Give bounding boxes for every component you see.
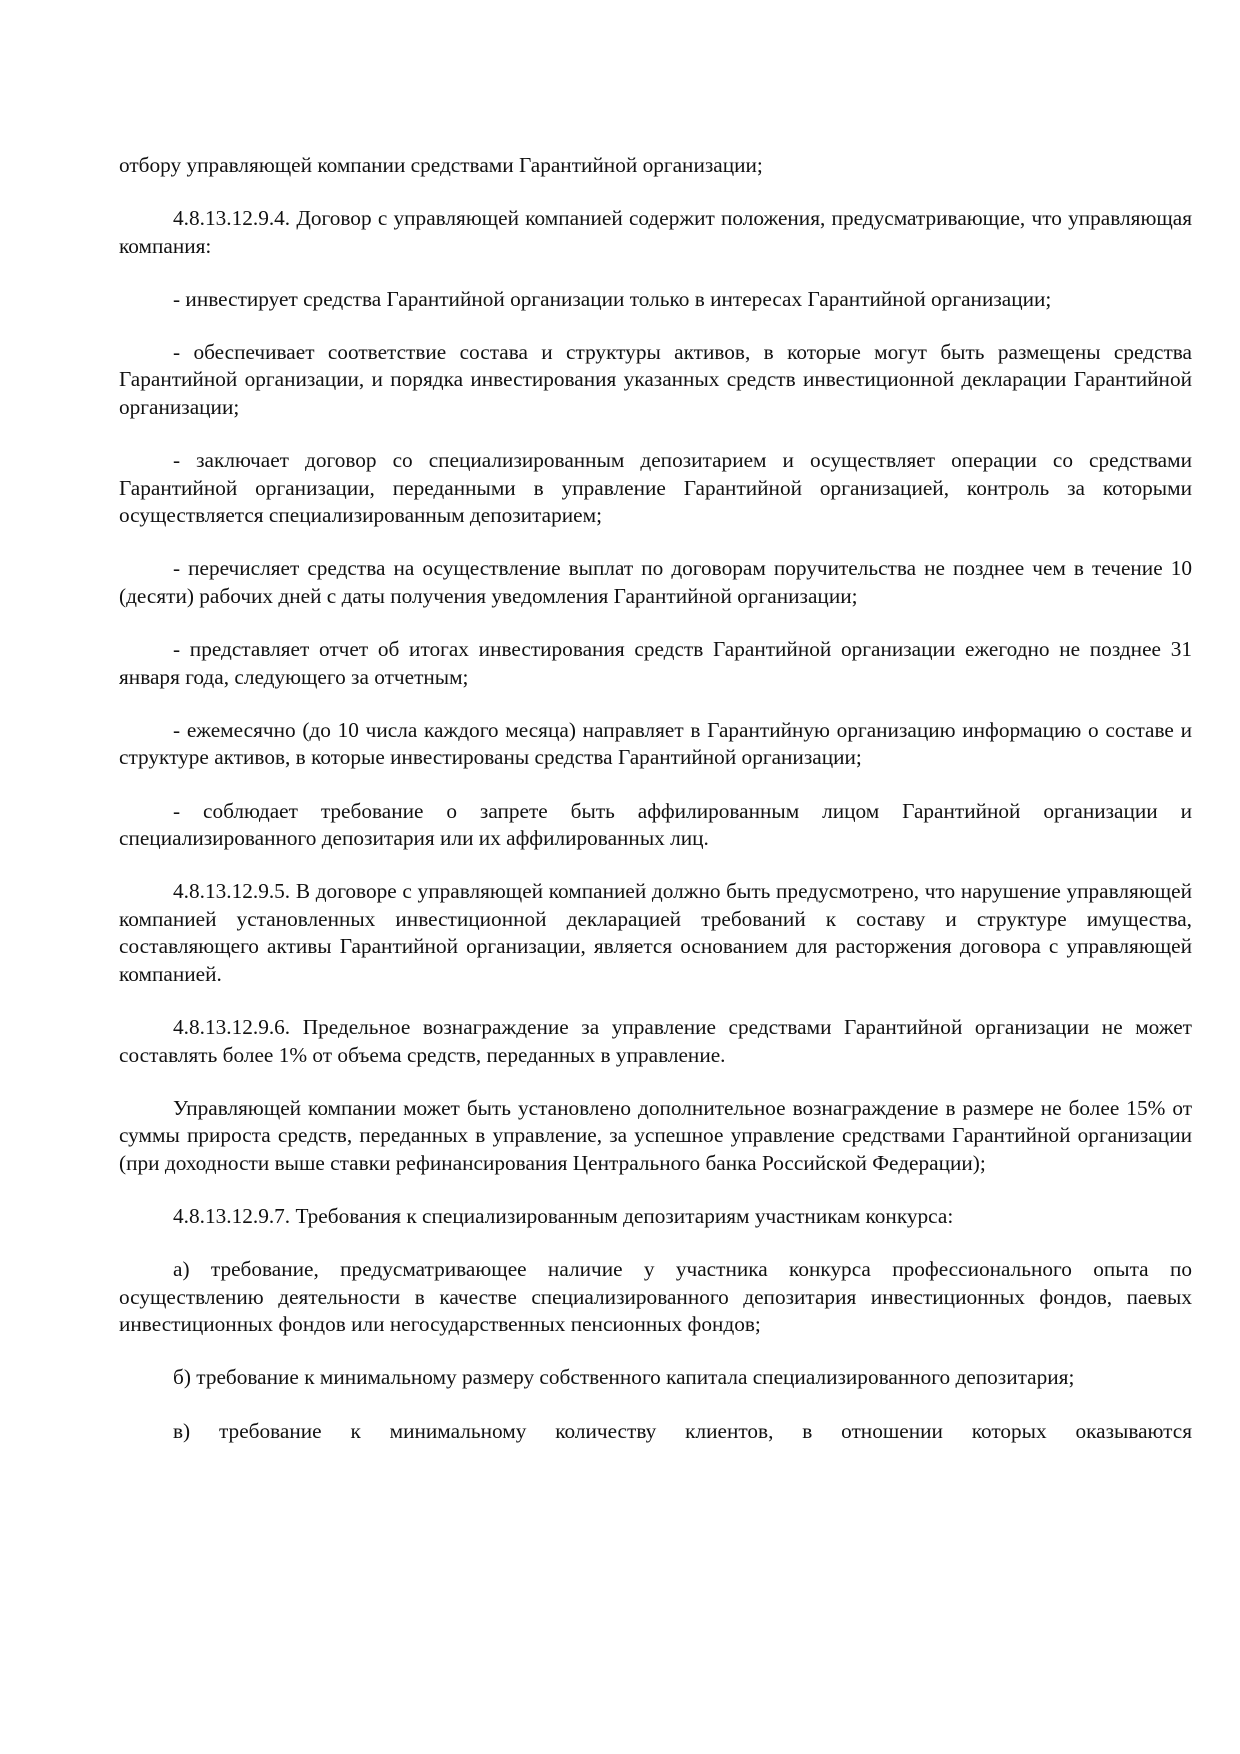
list-item: а) требование, предусматривающее наличие у участника конкурса профессионального опыта по осуществлению деятельности в качестве специализированного депозитария инвестиционных фондов, паевых инвестиционных фондов или негосударственных пенсионных фондов;: [119, 1257, 1192, 1337]
paragraph-clause-4-8-13-12-9-7: 4.8.13.12.9.7. Требования к специализированным депозитариям участникам конкурса:: [173, 1204, 954, 1229]
list-item: - инвестирует средства Гарантийной организации только в интересах Гарантийной организации;: [173, 286, 1052, 311]
paragraph-continuation: отбору управляющей компании средствами Гарантийной организации;: [119, 153, 763, 177]
list-item: - обеспечивает соответствие состава и структуры активов, в которые могут быть размещены средства Гарантийной организации, и порядка инвестирования указанных средств инвестиционной декларации Гарантийной организации;: [119, 339, 1192, 420]
paragraph-additional-fee: Управляющей компании может быть установлено дополнительное вознаграждение в размере не более 15% от суммы прироста средств, переданных в управление, за успешное управление средствами Гарантийной организации (при доходности выше ставки рефинансирования Центрального банка Российской Федерации);: [119, 1095, 1192, 1175]
list-item: - представляет отчет об итогах инвестирования средств Гарантийной организации ежегодно не позднее 31 января года, следующего за отчетным;: [119, 637, 1192, 689]
document-page: [119, 152, 1192, 1471]
paragraph-clause-4-8-13-12-9-6: 4.8.13.12.9.6. Предельное вознаграждение за управление средствами Гарантийной организации не может составлять более 1% от объема средств, переданных в управление.: [119, 1015, 1192, 1067]
list-item: б) требование к минимальному размеру собственного капитала специализированного депозитария;: [173, 1365, 1075, 1390]
list-item: - ежемесячно (до 10 числа каждого месяца) направляет в Гарантийную организацию информацию о составе и структуре активов, в которые инвестированы средства Гарантийной организации;: [119, 717, 1192, 770]
paragraph-clause-4-8-13-12-9-4: 4.8.13.12.9.4. Договор с управляющей компанией содержит положения, предусматривающие, что управляющая компания:: [119, 206, 1192, 258]
list-item: - перечисляет средства на осуществление выплат по договорам поручительства не позднее чем в течение 10 (десяти) рабочих дней с даты получения уведомления Гарантийной организации;: [119, 556, 1192, 609]
list-item: - заключает договор со специализированным депозитарием и осуществляет операции со средствами Гарантийной организации, переданными в управление Гарантийной организацией, контроль за которыми осуществляется специализированным депозитарием;: [119, 448, 1192, 528]
paragraph-clause-4-8-13-12-9-5: 4.8.13.12.9.5. В договоре с управляющей компанией должно быть предусмотрено, что нарушение управляющей компанией установленных инвестиционной декларацией требований к составу и структуре имущества, составляющего активы Гарантийной организации, является основанием для расторжения договора с управляющей компанией.: [119, 879, 1192, 986]
list-item: - соблюдает требование о запрете быть аффилированным лицом Гарантийной организации и специализированного депозитария или их аффилированных лиц.: [119, 798, 1192, 851]
list-item: в) требование к минимальному количеству клиентов, в отношении которых оказываются: [173, 1418, 1192, 1443]
